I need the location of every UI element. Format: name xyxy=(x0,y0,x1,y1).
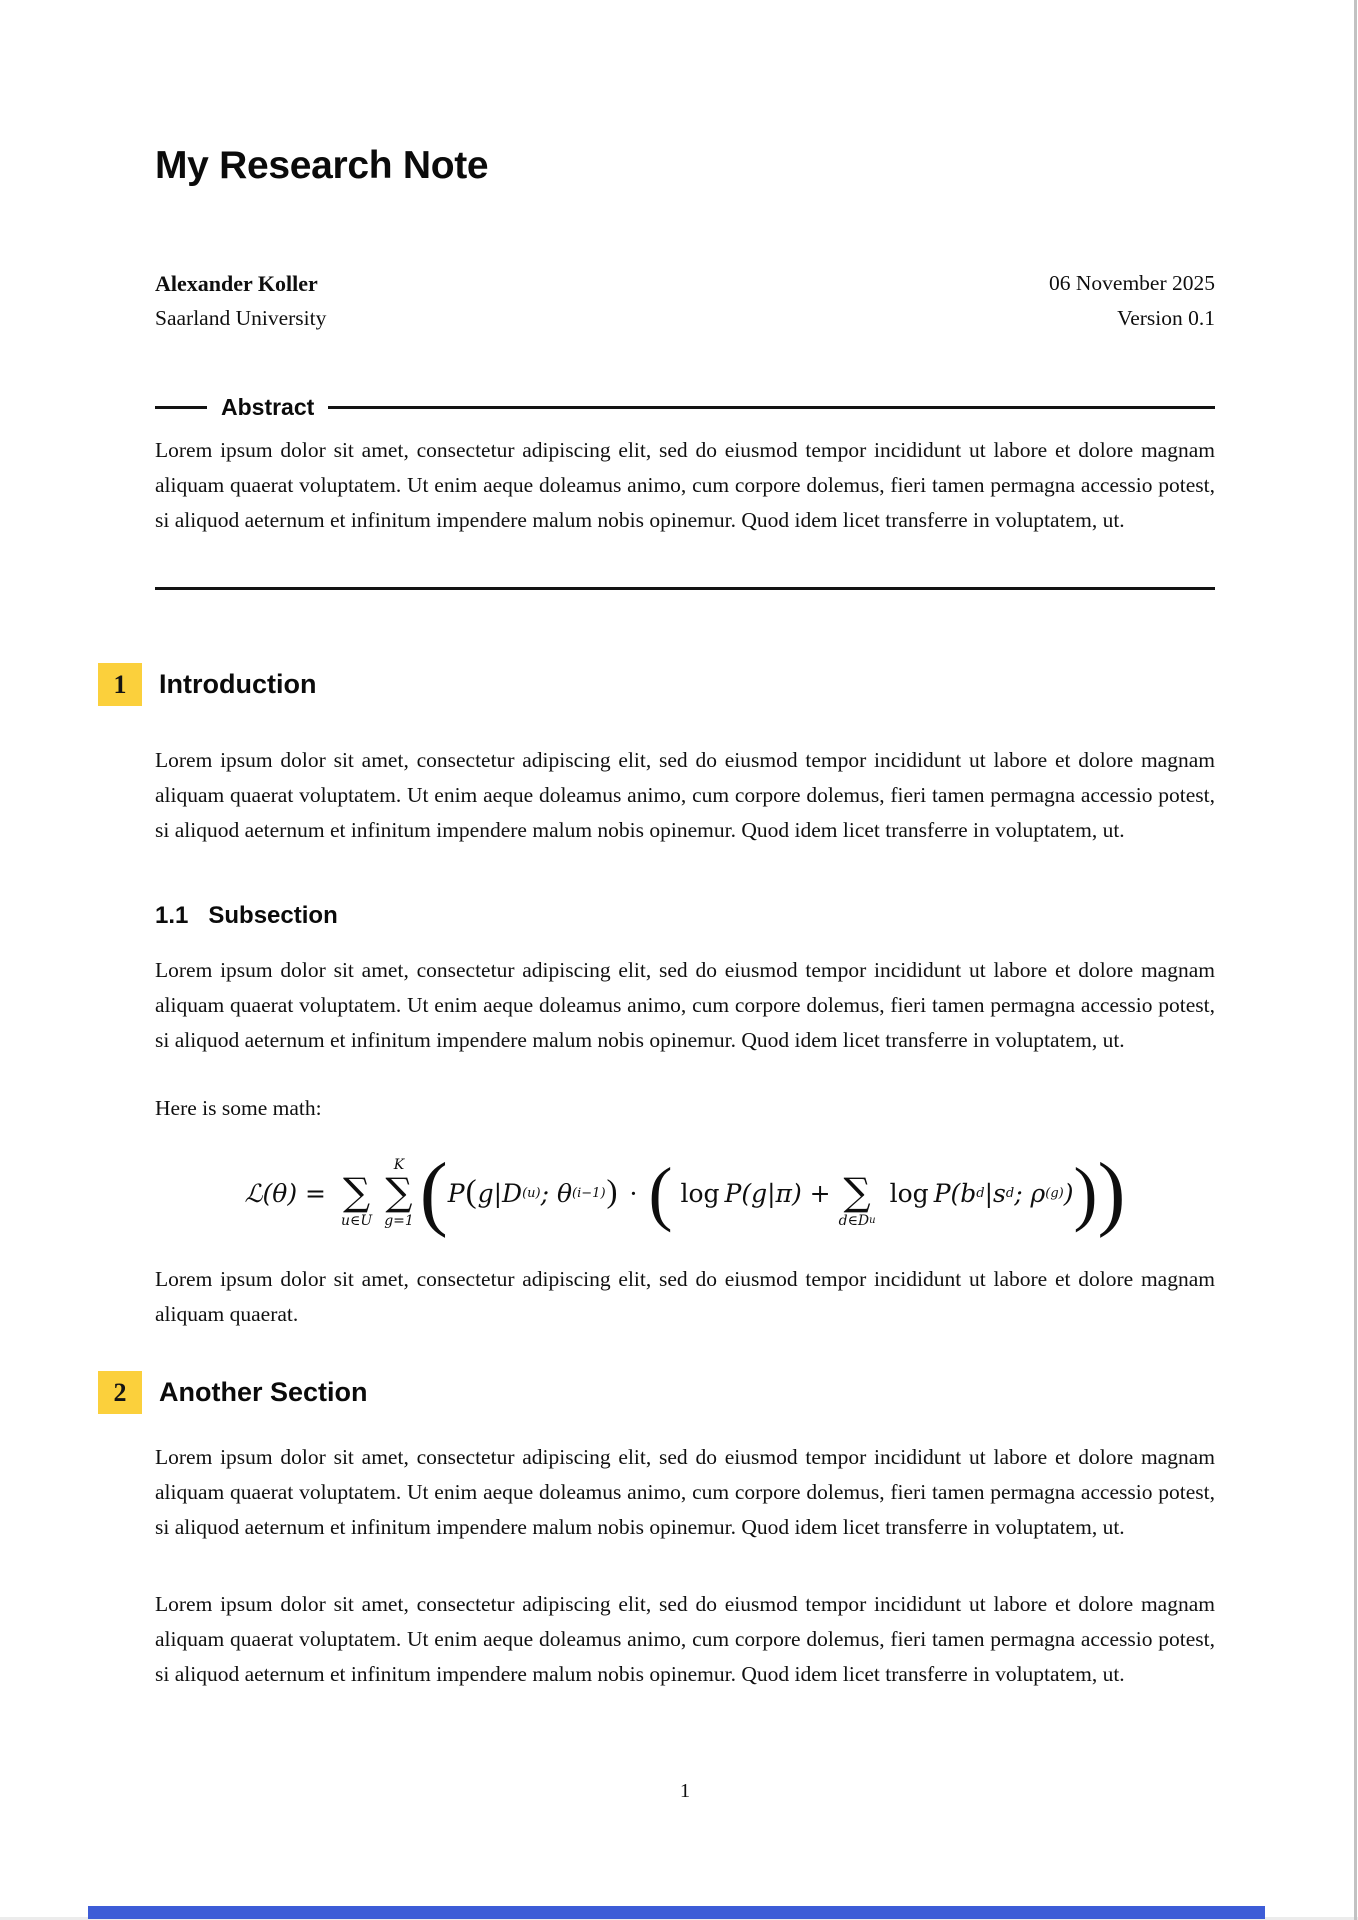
author-name: Alexander Koller xyxy=(155,271,318,296)
superscript: (u) xyxy=(522,1185,541,1201)
big-paren-close: ) xyxy=(1097,1146,1126,1240)
paren-close: ) xyxy=(1063,1178,1074,1208)
paragraph: Lorem ipsum dolor sit amet, consectetur adipiscing elit, sed do eiusmod tempor incididunt ut labore et dolore magnam aliquam quaerat voluptatem. Ut enim aeque doleamus animo, cum corpore dolemus, fieri tamen permagna accessio potest, si aliquod aeternum et infinitum impendere malum nobis opinemur. Quod idem licet transferre in voluptatem, ut. xyxy=(155,1592,1215,1686)
paragraph: Lorem ipsum dolor sit amet, consectetur adipiscing elit, sed do eiusmod tempor incididunt ut labore et dolore magnam aliquam quaerat voluptatem. Ut enim aeque doleamus animo, cum corpore dolemus, fieri tamen permagna accessio potest, si aliquod aeternum et infinitum impendere malum nobis opinemur. Quod idem licet transferre in voluptatem, ut. xyxy=(155,958,1215,1052)
section-heading-1 xyxy=(98,663,316,706)
sum-symbol: ∑ xyxy=(343,1170,371,1215)
equation xyxy=(155,1128,1215,1258)
sum-upper-limit: K xyxy=(393,1156,405,1173)
document-date: 06 November 2025 xyxy=(1049,271,1215,295)
superscript: (g) xyxy=(1045,1185,1064,1201)
page-title: My Research Note xyxy=(155,144,489,187)
section-heading-2 xyxy=(98,1371,368,1414)
meta-block xyxy=(1049,266,1215,336)
big-paren-close: ) xyxy=(1073,1152,1098,1233)
log-argument: P(b xyxy=(933,1178,977,1208)
paragraph: Lorem ipsum dolor sit amet, consectetur adipiscing elit, sed do eiusmod tempor incididunt ut labore et dolore magnam aliquam quaerat. xyxy=(155,1267,1215,1326)
section-title: Another Section xyxy=(159,1377,368,1407)
abstract-text: Lorem ipsum dolor sit amet, consectetur adipiscing elit, sed do eiusmod tempor incididunt ut labore et dolore magnam aliquam quaerat voluptatem. Ut enim aeque doleamus animo, cum corpore dolemus, fieri tamen permagna accessio potest, si aliquod aeternum et infinitum impendere malum nobis opinemur. Quod idem licet transferre in voluptatem, ut. xyxy=(155,438,1215,532)
equation-lhs: ℒ(θ) = xyxy=(244,1178,326,1208)
big-paren-open: ( xyxy=(419,1146,448,1240)
subsection-title: Subsection xyxy=(208,902,338,929)
sum-over-groups xyxy=(384,1156,414,1230)
abstract-header xyxy=(155,394,1215,421)
prob-term-theta: ; θ xyxy=(540,1178,573,1208)
sum-lower-limit: g=1 xyxy=(384,1213,414,1230)
subsection-number: 1.1 xyxy=(155,902,189,929)
page-number: 1 xyxy=(679,1780,691,1802)
author-block xyxy=(155,266,326,336)
paren-open: ( xyxy=(465,1174,477,1211)
sum-lower-limit xyxy=(839,1213,876,1230)
bottom-bar xyxy=(88,1906,1265,1919)
sum-symbol: ∑ xyxy=(385,1170,413,1215)
cdot-operator: · xyxy=(629,1178,638,1208)
sum-lower-text: d∈D xyxy=(838,1213,870,1230)
log-argument: ; ρ xyxy=(1014,1178,1046,1208)
section-number-badge: 1 xyxy=(98,663,142,706)
sum-over-documents xyxy=(839,1156,876,1230)
prob-term-core: g|D xyxy=(477,1178,523,1208)
sum-lower-limit: u∈U xyxy=(341,1213,373,1230)
author-affiliation: Saarland University xyxy=(155,306,327,330)
big-paren-open: ( xyxy=(648,1152,673,1233)
byline xyxy=(155,266,1215,336)
abstract-rule-short xyxy=(155,406,207,409)
log-argument: |s xyxy=(984,1178,1006,1208)
nested-subscript: u xyxy=(869,1215,876,1227)
log-function: log xyxy=(680,1178,720,1208)
prob-term: P xyxy=(447,1178,465,1208)
log-function: log xyxy=(889,1178,929,1208)
subscript: d xyxy=(976,1185,985,1201)
abstract-bottom-rule xyxy=(155,587,1215,590)
subscript: d xyxy=(1005,1185,1015,1201)
paragraph: Lorem ipsum dolor sit amet, consectetur adipiscing elit, sed do eiusmod tempor incididunt ut labore et dolore magnam aliquam quaerat voluptatem. Ut enim aeque doleamus animo, cum corpore dolemus, fieri tamen permagna accessio potest, si aliquod aeternum et infinitum impendere malum nobis opinemur. Quod idem licet transferre in voluptatem, ut. xyxy=(155,1445,1215,1539)
math-intro-text: Here is some math: xyxy=(155,1096,322,1120)
log-argument: P(g|π) + xyxy=(724,1178,831,1208)
sum-symbol: ∑ xyxy=(843,1170,871,1215)
section-number-badge: 2 xyxy=(98,1371,142,1414)
scrollbar-right-edge[interactable] xyxy=(1354,0,1357,1920)
section-title: Introduction xyxy=(159,669,317,699)
paragraph: Lorem ipsum dolor sit amet, consectetur adipiscing elit, sed do eiusmod tempor incididunt ut labore et dolore magnam aliquam quaerat voluptatem. Ut enim aeque doleamus animo, cum corpore dolemus, fieri tamen permagna accessio potest, si aliquod aeternum et infinitum impendere malum nobis opinemur. Quod idem licet transferre in voluptatem, ut. xyxy=(155,748,1215,842)
abstract-rule-long xyxy=(328,406,1215,409)
subscript: (i−1) xyxy=(572,1185,606,1201)
sum-over-users xyxy=(341,1156,372,1230)
paren-close: ) xyxy=(606,1174,618,1211)
document-version: Version 0.1 xyxy=(1117,306,1215,330)
subsection-heading xyxy=(155,902,338,930)
abstract-label: Abstract xyxy=(221,394,315,420)
